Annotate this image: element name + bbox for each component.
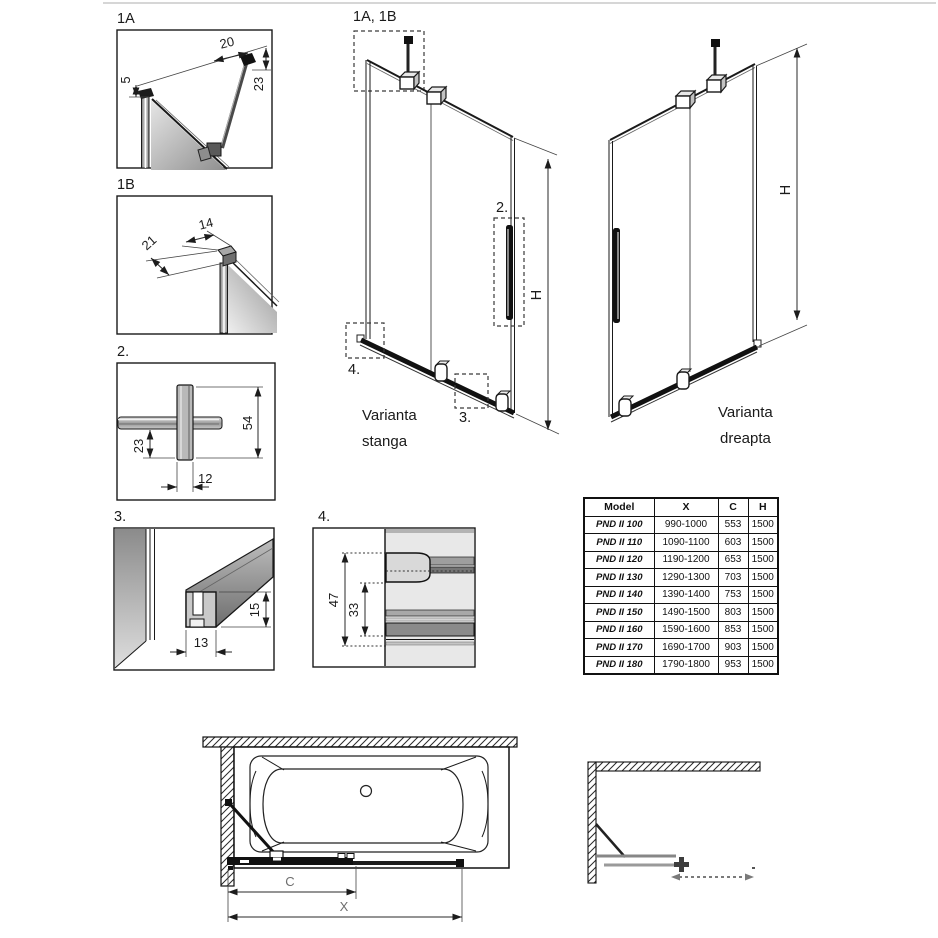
dim-14: 14 bbox=[197, 214, 215, 233]
model-dimensions-table bbox=[583, 497, 779, 675]
cell-c: 803 bbox=[718, 604, 748, 622]
cell-model: PND II 180 bbox=[584, 656, 654, 674]
dim-54: 54 bbox=[240, 415, 255, 431]
detail-2 bbox=[117, 344, 275, 500]
height-dimension bbox=[514, 138, 559, 434]
dim-x: X bbox=[339, 899, 349, 914]
cell-x: 1390-1400 bbox=[654, 586, 718, 604]
detail-2-frame bbox=[117, 363, 275, 500]
header-h: H bbox=[748, 498, 778, 516]
variant-right-caption-2: dreapta bbox=[720, 430, 771, 447]
plan-dimensions bbox=[228, 866, 462, 922]
bathtub-rim bbox=[250, 756, 488, 852]
variant-right-caption-1: Varianta bbox=[718, 404, 773, 421]
table-header-row bbox=[584, 498, 778, 516]
cell-model: PND II 120 bbox=[584, 551, 654, 569]
detail-1b bbox=[117, 177, 279, 334]
roller-block-1 bbox=[435, 361, 449, 381]
cell-c: 753 bbox=[718, 586, 748, 604]
door-panels bbox=[609, 64, 757, 417]
wall-left bbox=[221, 747, 234, 886]
dim-23: 23 bbox=[251, 76, 266, 92]
dim-h-left: H bbox=[529, 289, 545, 301]
dim-c: C bbox=[285, 874, 295, 889]
callout-1a1b-label: 1A, 1B bbox=[353, 9, 397, 25]
callout-3-label: 3. bbox=[459, 410, 472, 426]
detail-4-label: 4. bbox=[318, 509, 331, 525]
cell-x: 1090-1100 bbox=[654, 534, 718, 552]
cell-model: PND II 110 bbox=[584, 534, 654, 552]
dim-23-lower: 23 bbox=[131, 438, 146, 454]
cell-x: 1590-1600 bbox=[654, 621, 718, 639]
cell-c: 953 bbox=[718, 656, 748, 674]
bathtub-basin bbox=[263, 769, 463, 843]
header-model: Model bbox=[584, 498, 654, 516]
dim-33: 33 bbox=[346, 602, 361, 618]
door-handle bbox=[506, 225, 513, 320]
table-row bbox=[584, 604, 778, 622]
sliding-panel-end bbox=[456, 859, 464, 867]
roller-block-1 bbox=[619, 396, 633, 416]
dim-12: 12 bbox=[198, 471, 213, 486]
cell-c: 853 bbox=[718, 621, 748, 639]
detail-1a-label: 1A bbox=[117, 11, 135, 27]
ceiling-mount bbox=[711, 39, 720, 47]
wall-left bbox=[588, 762, 596, 883]
cell-h: 1500 bbox=[748, 604, 778, 622]
height-dimension bbox=[756, 44, 807, 346]
cell-model: PND II 100 bbox=[584, 516, 654, 534]
cell-model: PND II 130 bbox=[584, 569, 654, 587]
sliding-panel-plan bbox=[353, 861, 458, 865]
spec-table bbox=[583, 497, 779, 675]
roller bbox=[386, 553, 430, 582]
roller-block-2 bbox=[496, 391, 510, 411]
dim-15: 15 bbox=[247, 602, 262, 618]
cell-x: 1690-1700 bbox=[654, 639, 718, 657]
header-x: X bbox=[654, 498, 718, 516]
detail-4 bbox=[313, 509, 475, 667]
wall-top bbox=[203, 737, 517, 747]
cell-model: PND II 160 bbox=[584, 621, 654, 639]
callout-2-label: 2. bbox=[496, 200, 509, 216]
cell-h: 1500 bbox=[748, 551, 778, 569]
detail-2-label: 2. bbox=[117, 344, 130, 360]
cell-x: 1490-1500 bbox=[654, 604, 718, 622]
variant-left-caption-2: stanga bbox=[362, 433, 408, 450]
table-row bbox=[584, 569, 778, 587]
dim-5: 5 bbox=[118, 76, 133, 84]
glass-side-view bbox=[385, 529, 474, 666]
dim-20: 20 bbox=[218, 33, 236, 52]
handle-profile bbox=[177, 385, 193, 460]
cell-c: 603 bbox=[718, 534, 748, 552]
detail-3 bbox=[114, 509, 274, 670]
top-bracket-1 bbox=[707, 75, 726, 92]
ceiling-mount bbox=[404, 36, 413, 44]
wall-top bbox=[596, 762, 760, 771]
top-bracket-2 bbox=[427, 87, 446, 104]
cell-h: 1500 bbox=[748, 586, 778, 604]
dim-h-right: H bbox=[778, 184, 794, 196]
cell-model: PND II 170 bbox=[584, 639, 654, 657]
cell-model: PND II 150 bbox=[584, 604, 654, 622]
top-bracket-2 bbox=[676, 91, 695, 108]
detail-3-label: 3. bbox=[114, 509, 127, 525]
table-row bbox=[584, 516, 778, 534]
table-row bbox=[584, 586, 778, 604]
door-handle bbox=[613, 228, 620, 323]
cell-h: 1500 bbox=[748, 621, 778, 639]
handle-marker bbox=[674, 857, 689, 872]
cell-h: 1500 bbox=[748, 534, 778, 552]
table-row bbox=[584, 639, 778, 657]
cell-x: 1190-1200 bbox=[654, 551, 718, 569]
cell-h: 1500 bbox=[748, 656, 778, 674]
cell-c: 703 bbox=[718, 569, 748, 587]
table-row bbox=[584, 534, 778, 552]
cell-c: 553 bbox=[718, 516, 748, 534]
cell-c: 653 bbox=[718, 551, 748, 569]
bottom-rail-side bbox=[386, 623, 474, 636]
table-row bbox=[584, 551, 778, 569]
cell-h: 1500 bbox=[748, 516, 778, 534]
dim-13: 13 bbox=[193, 635, 209, 650]
variant-right bbox=[609, 39, 807, 447]
door-panels bbox=[366, 60, 515, 413]
dim-21: 21 bbox=[138, 232, 160, 254]
dim-47: 47 bbox=[326, 592, 341, 608]
slide-direction-arrow bbox=[671, 874, 754, 881]
detail-4-drawing bbox=[385, 529, 474, 666]
drain bbox=[361, 786, 372, 797]
table-row bbox=[584, 656, 778, 674]
cell-x: 1290-1300 bbox=[654, 569, 718, 587]
support-bar-schematic bbox=[596, 824, 625, 857]
table-row bbox=[584, 621, 778, 639]
top-bracket-1 bbox=[400, 72, 419, 89]
cell-x: 990-1000 bbox=[654, 516, 718, 534]
detail-1a bbox=[117, 11, 272, 170]
plan-view bbox=[203, 737, 517, 922]
variant-left-caption-1: Varianta bbox=[362, 407, 417, 424]
detail-1b-label: 1B bbox=[117, 177, 135, 193]
variant-left bbox=[346, 9, 559, 450]
cell-c: 903 bbox=[718, 639, 748, 657]
header-c: C bbox=[718, 498, 748, 516]
cell-h: 1500 bbox=[748, 569, 778, 587]
cell-x: 1790-1800 bbox=[654, 656, 718, 674]
roller-block-2 bbox=[677, 369, 691, 389]
dot-mark bbox=[752, 867, 755, 869]
callout-4-label: 4. bbox=[348, 362, 361, 378]
slide-schematic bbox=[588, 762, 760, 883]
cell-model: PND II 140 bbox=[584, 586, 654, 604]
cell-h: 1500 bbox=[748, 639, 778, 657]
